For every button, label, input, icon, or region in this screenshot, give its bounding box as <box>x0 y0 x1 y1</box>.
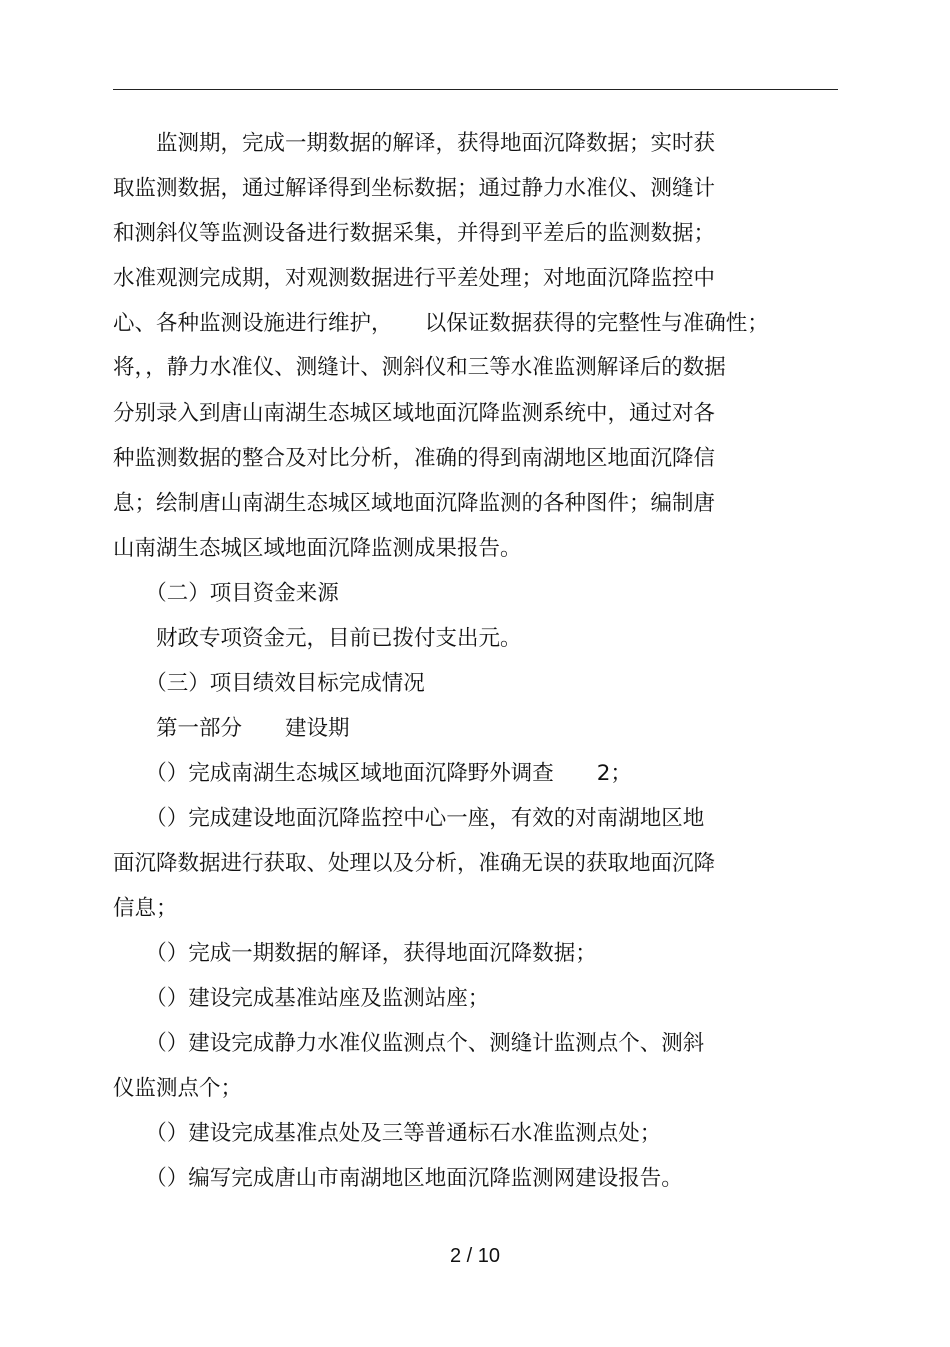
text-line: 和测斜仪等监测设备进行数据采集，并得到平差后的监测数据； <box>113 221 716 246</box>
list-item: （）完成南湖生态城区域地面沉降野外调查 2； <box>113 761 632 786</box>
text-line: 山南湖生态城区域地面沉降监测成果报告。 <box>113 536 522 561</box>
text-line: 将，，静力水准仪、测缝计、测斜仪和三等水准监测解译后的数据 <box>113 355 726 380</box>
section-heading: （三）项目绩效目标完成情况 <box>113 671 425 696</box>
text-line: 财政专项资金元，目前已拨付支出元。 <box>113 626 522 651</box>
section-heading: （二）项目资金来源 <box>113 581 339 606</box>
list-item: （）完成建设地面沉降监控中心一座，有效的对南湖地区地 <box>113 806 705 831</box>
header-rule <box>113 89 838 90</box>
list-item: （）建设完成静力水准仪监测点个、测缝计监测点个、测斜 <box>113 1031 705 1056</box>
text-line: 息；绘制唐山南湖生态城区域地面沉降监测的各种图件；编制唐 <box>113 491 716 516</box>
text-line: 面沉降数据进行获取、处理以及分析，准确无误的获取地面沉降 <box>113 851 716 876</box>
subsection-heading: 第一部分 建设期 <box>113 716 350 741</box>
text-line: 种监测数据的整合及对比分析，准确的得到南湖地区地面沉降信 <box>113 446 716 471</box>
list-item: （）编写完成唐山市南湖地区地面沉降监测网建设报告。 <box>113 1166 683 1191</box>
text-line: 分别录入到唐山南湖生态城区域地面沉降监测系统中，通过对各 <box>113 401 716 426</box>
text-line: 水准观测完成期，对观测数据进行平差处理；对地面沉降监控中 <box>113 266 716 291</box>
text-line: 仪监测点个； <box>113 1076 243 1101</box>
text-line: 取监测数据，通过解译得到坐标数据；通过静力水准仪、测缝计 <box>113 176 716 201</box>
page-number: 2 / 10 <box>449 1245 501 1267</box>
list-item: （）建设完成基准点处及三等普通标石水准监测点处； <box>113 1121 662 1146</box>
text-line: 监测期，完成一期数据的解译，获得地面沉降数据；实时获 <box>113 131 716 156</box>
text-line: 心、各种监测设施进行维护， 以保证数据获得的完整性与准确性； <box>113 311 769 336</box>
list-item: （）完成一期数据的解译，获得地面沉降数据； <box>113 941 597 966</box>
text-line: 信息； <box>113 896 178 921</box>
list-item: （）建设完成基准站座及监测站座； <box>113 986 490 1011</box>
